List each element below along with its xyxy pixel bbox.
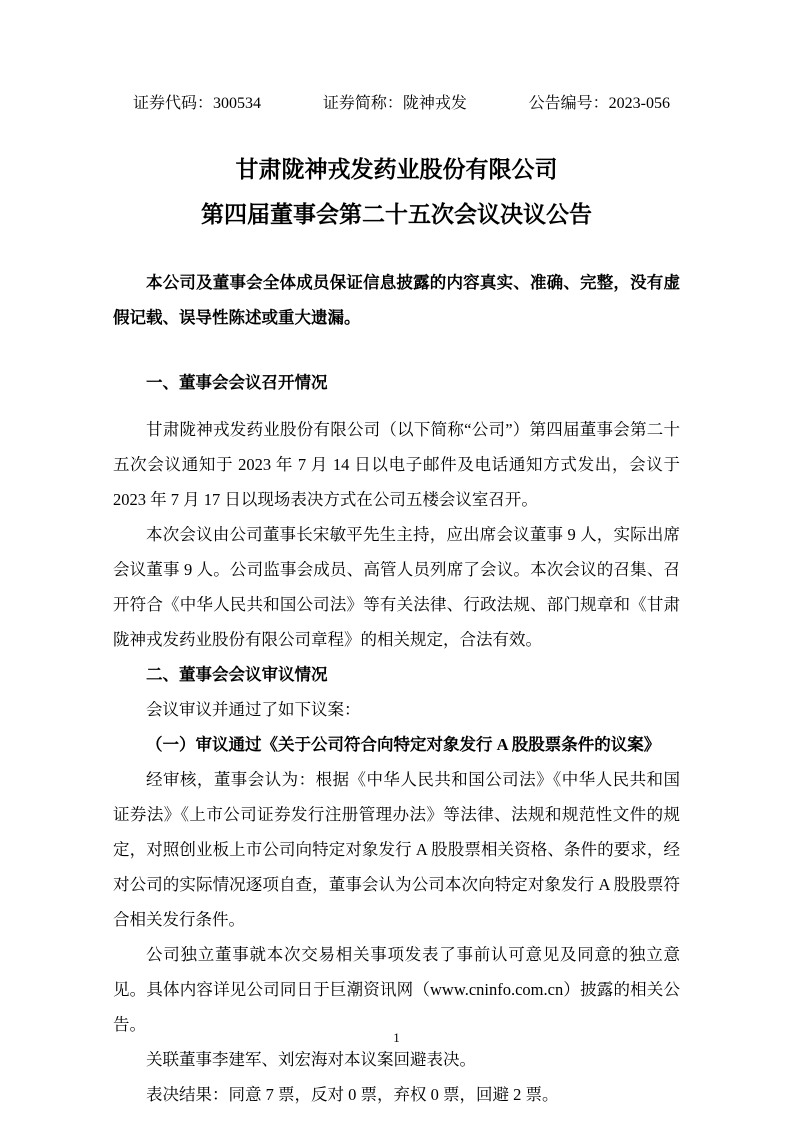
resolution-title: 第四届董事会第二十五次会议决议公告 (201, 202, 592, 227)
section1-paragraph-2: 本次会议由公司董事长宋敏平先生主持，应出席会议董事 9 人，实际出席会议董事 9 人。公司监事会成员、高管人员列席了会议。本次会议的召集、召开符合《中华人民共和国公司法》等有关法律、行政法规、部门规章和《甘肃陇神戎发药业股份有限公司章程》的相关规定，合法有效。 (113, 525, 680, 649)
title-block (113, 147, 680, 237)
section1-paragraph-1: 甘肃陇神戎发药业股份有限公司（以下简称“公司”）第四届董事会第二十五次会议通知于 2023 年 7 月 14 日以电子邮件及电话通知方式发出，会议于 2023 年 7 月 17 日以现场表决方式在公司五楼会议室召开。 (113, 420, 680, 509)
document-header (113, 93, 680, 115)
stock-code: 证券代码：300534 (133, 95, 262, 112)
announcement-number: 公告编号：2023-056 (528, 95, 670, 112)
section2-heading: 二、董事会会议审议情况 (146, 665, 328, 684)
proposal1-heading: （一）审议通过《关于公司符合向特定对象发行 A 股股票条件的议案》 (146, 735, 661, 754)
section2-intro-paragraph: 会议审议并通过了如下议案： (146, 700, 361, 719)
page-number: 1 (393, 1030, 400, 1045)
company-name-title: 甘肃陇神戎发药业股份有限公司 (235, 157, 558, 182)
section1-heading: 一、董事会会议召开情况 (146, 373, 328, 392)
proposal1-paragraph-3: 关联董事李建军、刘宏海对本议案回避表决。 (146, 1050, 476, 1069)
proposal1-paragraph-1: 经审核，董事会认为：根据《中华人民共和国公司法》《中华人民共和国证券法》《上市公司证券发行注册管理办法》等法律、法规和规范性文件的规定，对照创业板上市公司向特定对象发行 A 股股票相关资格、条件的要求，经对公司的实际情况逐项自查，董事会认为公司本次向特定对象发行 A 股股票符合相关发行条件。 (113, 770, 680, 929)
proposal1-voting-result: 表决结果：同意 7 票，反对 0 票，弃权 0 票，回避 2 票。 (146, 1085, 559, 1104)
stock-abbreviation: 证券简称：陇神戎发 (322, 95, 467, 112)
proposal1-paragraph-2: 公司独立董事就本次交易相关事项发表了事前认可意见及同意的独立意见。具体内容详见公司同日于巨潮资讯网（www.cninfo.com.cn）披露的相关公告。 (113, 945, 680, 1034)
disclaimer-paragraph: 本公司及董事会全体成员保证信息披露的内容真实、准确、完整，没有虚假记载、误导性陈述或重大遗漏。 (113, 273, 680, 327)
